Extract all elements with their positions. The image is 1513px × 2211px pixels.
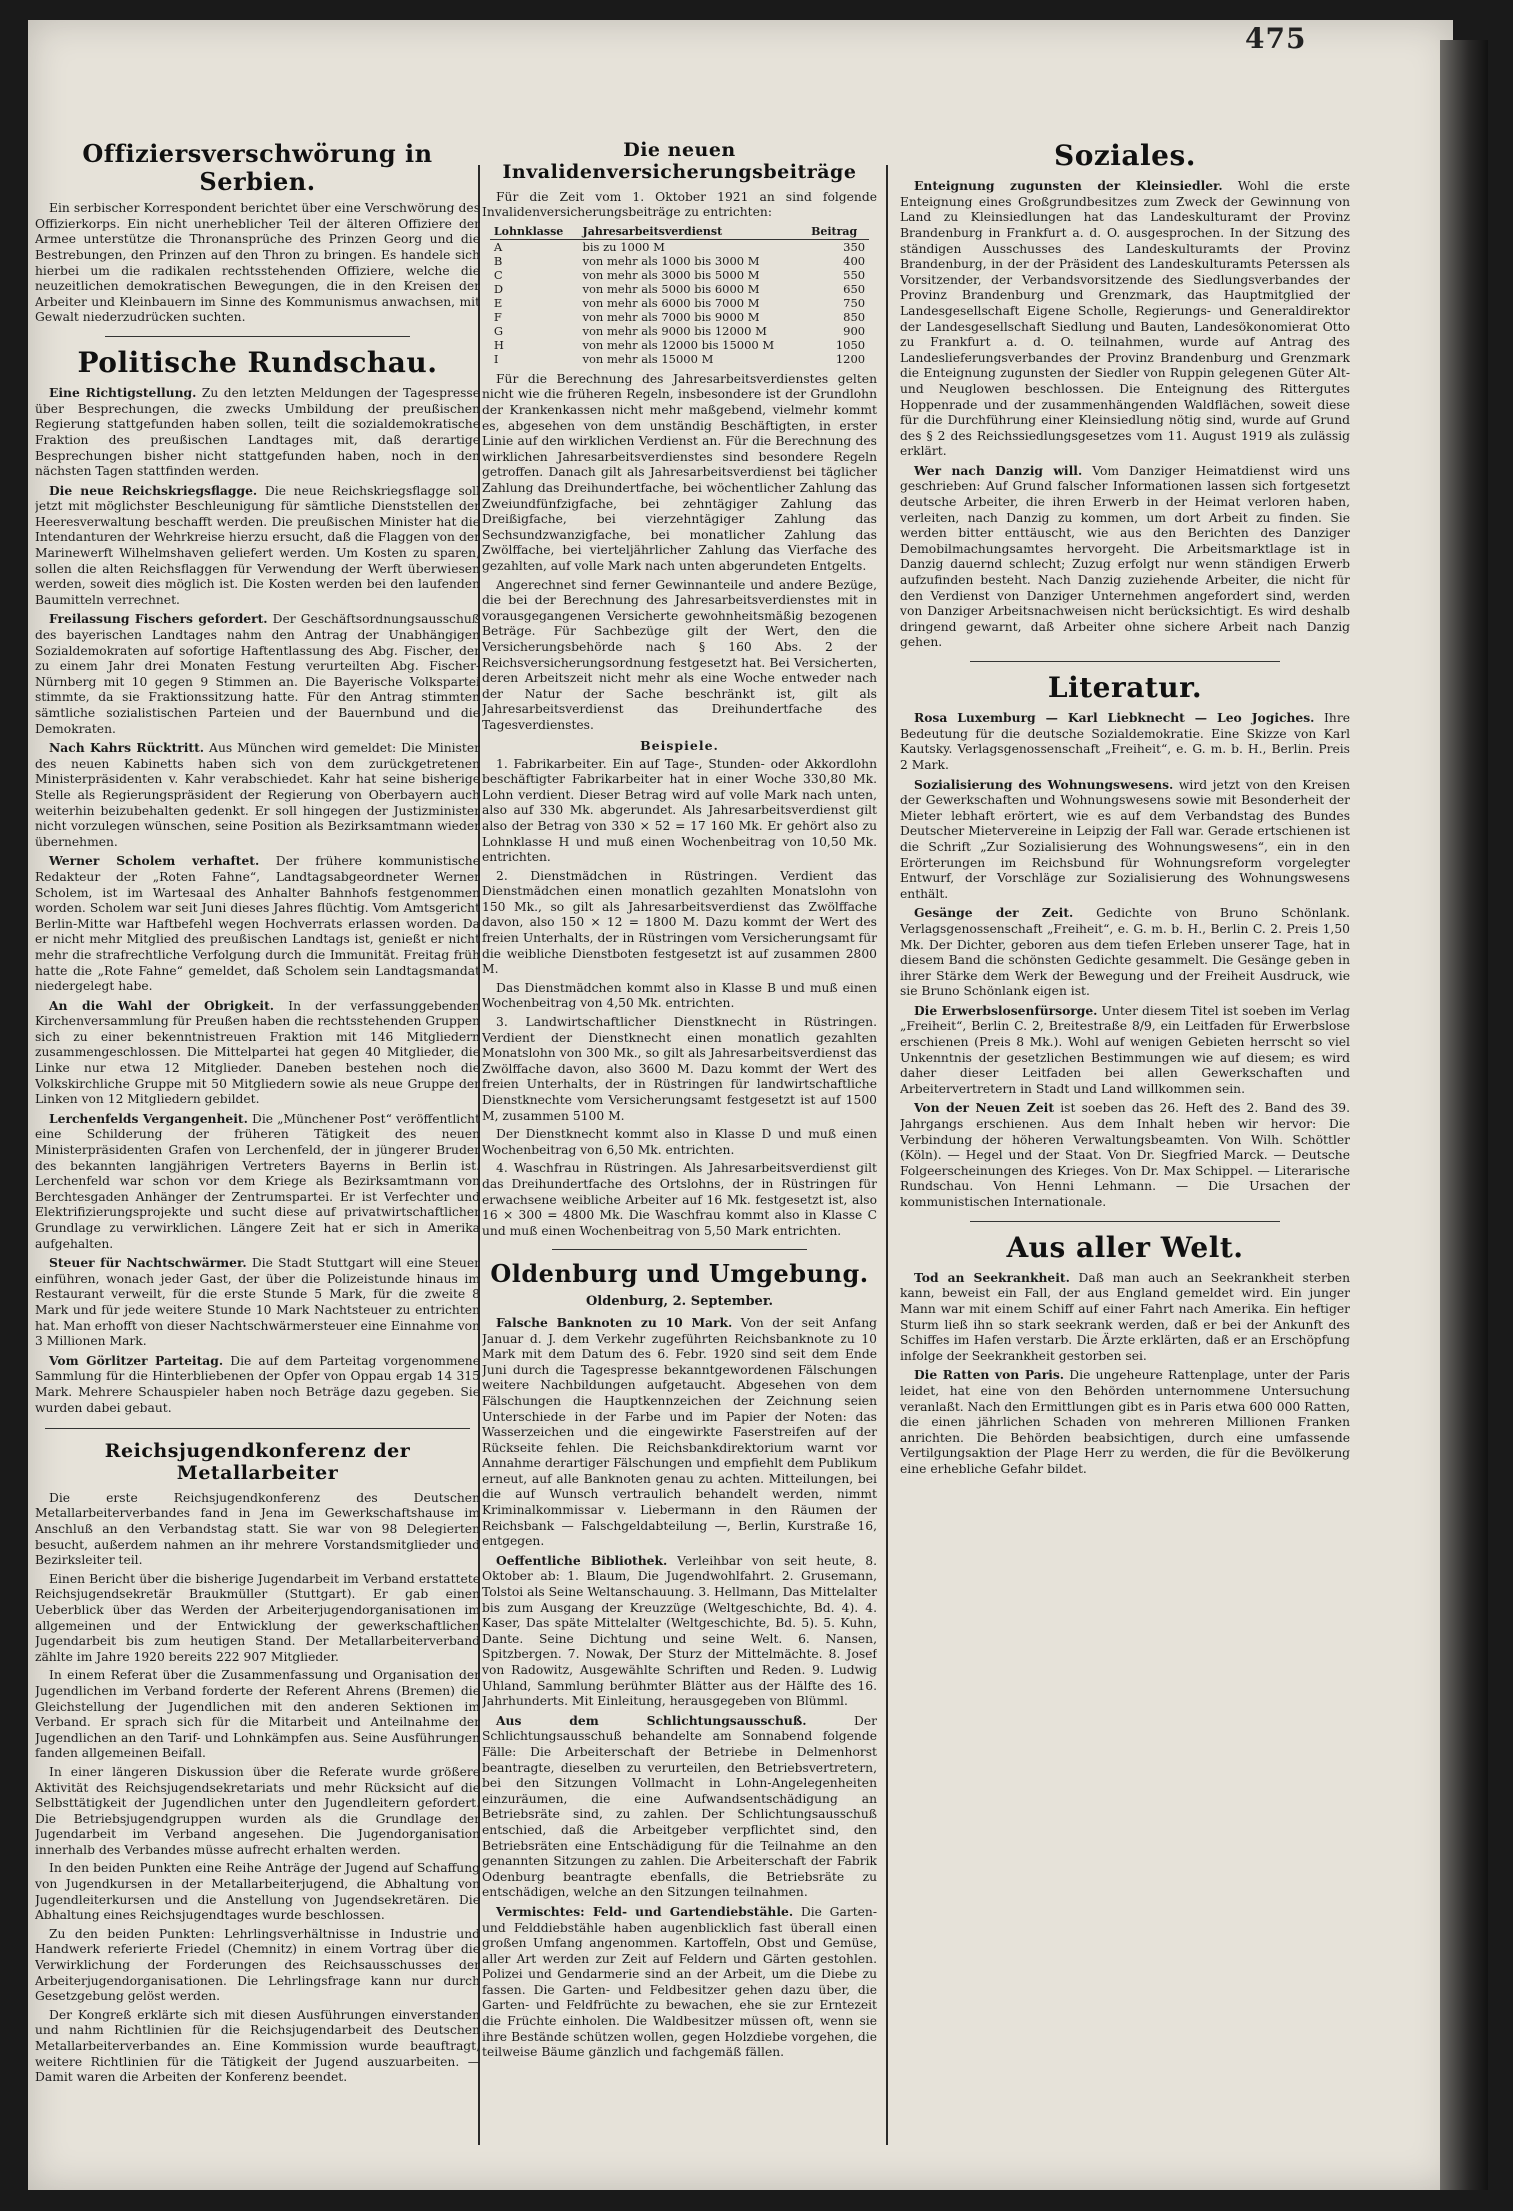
book-edge xyxy=(1440,40,1488,2190)
literature-item: Gesänge der Zeit. Gedichte von Bruno Schönlank. Verlagsgenossenschaft „Freiheit“, e. G. m. b. H., Berlin C. 2. Preis 1,50 Mk. Der Dichter, geboren aus dem tiefen Erleben unserer Tage, hat in diesem Band die schönsten Gedichte gesammelt. Die Gesänge geben in ihrer Stärke dem Werk der Bewegung und der Freiheit Ausdruck, wie sie Bruno Schönlank eigen ist. xyxy=(900,905,1350,999)
world-articles xyxy=(900,1270,1350,1478)
table-cell: H xyxy=(493,337,504,352)
news-item: Nach Kahrs Rücktritt. Aus München wird gemeldet: Die Minister des neuen Kabinetts haben sich von dem zurückgetretenen Ministerpräsidenten v. Kahr verabschiedet. Kahr hat seine bisherige Stelle als Regierungspräsident der Regierung von Oberbayern auch weiterhin beizubehalten gedenkt. Er soll hingegen der Justizminister nicht vorzulegen wünschen, seine Position als Bezirksamtmann wieder übernehmen. xyxy=(35,740,480,849)
table-cell: I xyxy=(493,351,499,366)
table-cell: von mehr als 15000 M xyxy=(582,351,714,366)
headline-world: Aus aller Welt. xyxy=(1006,1230,1244,1264)
divider xyxy=(45,1428,470,1429)
table-row xyxy=(490,268,869,282)
local-news-item: Oeffentliche Bibliothek. Verleihbar von seit heute, 8. Oktober ab: 1. Blaum, Die Jugendwohlfahrt. 2. Grusemann, Tolstoi als Seine Weltanschauung. 3. Hellmann, Das Mittelalter bis zum Ausgang der Kreuzzüge (Weltgeschichte, Bd. 4). 4. Kaser, Das späte Mittelalter (Weltgeschichte, Bd. 5). 5. Kuhn, Dante. Seine Dichtung und seine Welt. 6. Nansen, Spitzbergen. 7. Nowak, Der Sturz der Mittelmächte. 8. Josef von Radowitz, Ausgewählte Schriften und Reden. 9. Ludwig Uhland, Sammlung berühmter Blätter aus der Hälfte des 16. Jahrhunderts. Mit Einleitung, herausgegeben von Blümml. xyxy=(482,1552,877,1709)
table-row xyxy=(490,282,869,296)
political-review-articles xyxy=(35,385,480,1416)
world-item-lead: Tod an Seekrankheit. xyxy=(914,1269,1070,1285)
example-item: 2. Dienstmädchen in Rüstringen. Verdient das Dienstmädchen einen monatlich gezahlten Monatslohn von 150 Mk., so gilt als Jahresarbeitsverdienst das Zwölffache davon, also 150 × 12 = 1800 M. Dazu kommt der Wert des freien Unterhalts, der in Rüstringen vom Versicherungsamt für die weibliche Dienstboten festgesetzt ist auf zusammen 2800 M. xyxy=(482,868,877,977)
table-row xyxy=(490,296,869,310)
news-item-lead: Vom Görlitzer Parteitag. xyxy=(49,1352,224,1368)
news-item: Eine Richtigstellung. Zu den letzten Meldungen der Tagespresse über Besprechungen, die zwecks Umbildung der preußischen Regierung stattgefunden haben sollen, teilt die sozialdemokratische Fraktion des preußischen Landtages mit, daß derartige Besprechungen bisher nicht stattgefunden haben, noch in den nächsten Tagen stattfinden werden. xyxy=(35,385,480,479)
local-news-item: Falsche Banknoten zu 10 Mark. Von der seit Anfang Januar d. J. dem Verkehr zugeführten Reichsbanknote zu 10 Mark mit dem Datum des 6. Febr. 1920 sind seit dem Ende Juni durch die Tagespresse bekanntgewordenen Fälschungen weitere Nachbildungen aufgetaucht. Abgesehen von dem Fälschungen die Hauptkennzeichen der Zeichnung seien Unterschiede in der Farbe und im Papier der Noten: das Wasserzeichen und die eingewirkte Faserstreifen auf der Rückseite fehlen. Die Reichsbankdirektorium warnt vor Annahme derartiger Fälschungen und empfiehlt dem Publikum erneut, auf alle Banknoten genau zu achten. Mitteilungen, bei die auf Wunsch vertraulich behandelt werden, nimmt Kriminalkommissar v. Liebermann in den Räumen der Reichsbank — Falschgeldabteilung —, Berlin, Kurstraße 16, entgegen. xyxy=(482,1314,877,1549)
news-item: Werner Scholem verhaftet. Der frühere kommunistische Redakteur der „Roten Fahne“, Landtagsabgeordneter Werner Scholem, ist im Wartesaal des Anhalter Bahnhofs festgenommen worden. Scholem war seit Juni dieses Jahres flüchtig. Vom Amtsgericht Berlin-Mitte war Haftbefehl wegen Hochverrats erlassen worden. Da er nicht mehr Mitglied des preußischen Landtags ist, genießt er nicht mehr die strafrechtliche Verfolgung durch die Immunität. Freitag früh hatte die „Rote Fahne“ gemeldet, daß Scholem sein Landtagsmandat niedergelegt habe. xyxy=(35,853,480,994)
table-cell: 350 xyxy=(843,239,866,254)
column-2 xyxy=(482,140,877,2160)
table-row xyxy=(490,352,869,366)
divider xyxy=(970,661,1280,662)
world-item-lead: Die Ratten von Paris. xyxy=(914,1367,1065,1383)
column-1 xyxy=(35,140,480,2160)
table-cell: von mehr als 12000 bis 15000 M xyxy=(582,337,775,352)
social-item-lead: Enteignung zugunsten der Kleinsiedler. xyxy=(914,178,1223,194)
page-number: 475 xyxy=(1245,22,1307,55)
local-news xyxy=(482,1315,877,2061)
headline-social: Soziales. xyxy=(1053,140,1197,172)
local-news-item-lead: Vermischtes: Feld- und Gartendiebstähle. xyxy=(496,1903,794,1919)
headline-political-review: Politische Rundschau. xyxy=(77,345,438,379)
table-cell: von mehr als 6000 bis 7000 M xyxy=(582,295,760,310)
table-row xyxy=(490,310,869,324)
table-cell: 900 xyxy=(843,323,866,338)
literature-item-lead: Gesänge der Zeit. xyxy=(914,905,1074,921)
social-item: Wer nach Danzig will. Vom Danziger Heimatdienst wird uns geschrieben: Auf Grund falscher Informationen lassen sich fortgesetzt deutsche Arbeiter, die ihren Erwerb in der Heimat verloren haben, verleiten, nach Danzig zu kommen, um dort Arbeit zu finden. Sie werden bitter enttäuscht, wie aus den Berichten des Danziger Demobilmachungsamtes hervorgeht. Die Arbeitsmarktlage ist in Danzig dauernd schlecht; Zuzug erfolgt nur wenn ständigen Erwerb aufzufinden besteht. Nach Danzig zuziehende Arbeiter, die nicht für den Verdienst von Danziger Unternehmen angefordert sind, werden von Danziger Arbeitsnachweisen nicht berücksichtigt. Es wird deshalb dringend gewarnt, daß Arbeiter ohne sichere Arbeit nach Danzig gehen. xyxy=(900,462,1350,650)
table-cell: von mehr als 3000 bis 5000 M xyxy=(582,267,760,282)
local-news-item: Vermischtes: Feld- und Gartendiebstähle. Die Garten- und Felddiebstähle haben augenblicklich fast überall einen großen Umfang angenommen. Kartoffeln, Obst und Gemüse, aller Art werden zur Zeit auf Feldern und Gärten gestohlen. Polizei und Gendarmerie sind an der Arbeit, um die Diebe zu fassen. Die Garten- und Feldbesitzer gehen dazu über, die Garten- und Feldfrüchte zu bewachen, ehe sie zur Erntezeit die Früchte einholen. Die Waldbesitzer müssen oft, wenn sie ihre Bestände schützen wollen, gegen Holzdiebe vorgehen, die teilweise Bäume gänzlich und fachgemäß fällen. xyxy=(482,1903,877,2060)
social-articles xyxy=(900,178,1350,651)
table-header: Lohnklasse xyxy=(490,224,579,240)
social-item: Enteignung zugunsten der Kleinsiedler. Wohl die erste Enteignung eines Großgrundbesitzes zum Zweck der Gewinnung von Land zu Kleinsiedlungen hat das Landeskulturamt der Provinz Brandenburg in Frankfurt a. d. O. ausgesprochen. In der Sitzung des ständigen Ausschusses des Landeskulturamts der Provinz Brandenburg, in der der Präsident des Landeskulturamts Peterssen als Vorsitzender, der Verbandsvorsitzende des Siedlungsverbandes der Provinz Brandenburg und Grenzmark, das Hauptmitglied der Landesgesellschaft Eigene Scholle, Regierungs- und Generaldirektor der Landesgesellschaft Siedlung und Bauten, Landesökonomierat Otto zu Frankfurt a. d. O. teilnahmen, wurde auf Antrag des Landeslieferungsverbandes der Provinz Brandenburg und Grenzmark die Enteignung zugunsten der Siedler von Ruppin gelegenen Güter Alt- und Neuglowen beschlossen. Die Enteignung des Rittergutes Hoppenrade und der zusammenhängenden Waldflächen, soweit diese für die Durchführung einer Kleinsiedlung nötig sind, wurde auf Grund des § 2 des Reichssiedlungsgesetzes vom 11. August 1919 als zulässig erklärt. xyxy=(900,178,1350,459)
table-cell: D xyxy=(493,281,504,296)
literature-item-lead: Die Erwerbslosenfürsorge. xyxy=(914,1002,1098,1018)
example-item: 3. Landwirtschaftlicher Dienstknecht in Rüstringen. Verdient der Dienstknecht einen monatlich gezahlten Monatslohn von 300 Mk., so gilt als Jahresarbeitsverdienst das Zwölffache davon, also 3600 M. Dazu kommt der Wert des freien Unterhalts, der in Rüstringen für landwirtschaftliche Dienstknechte vom Versicherungsamt festgesetzt ist auf 1500 M, zusammen 5100 M. xyxy=(482,1015,877,1123)
world-item: Tod an Seekrankheit. Daß man auch an Seekrankheit sterben kann, beweist ein Fall, der aus England gemeldet wird. Ein junger Mann war mit einem Schiff auf einer Fahrt nach Amerika. Ein heftiger Sturm ließ ihn so stark seekrank werden, daß er bei der Ankunft des Schiffes im Hafen verstarb. Die Ärzte erklärten, daß er an Erschöpfung infolge der Seekrankheit gestorben sei. xyxy=(900,1269,1350,1363)
table-cell: von mehr als 5000 bis 6000 M xyxy=(582,281,760,296)
world-item: Die Ratten von Paris. Die ungeheure Rattenplage, unter der Paris leidet, hat eine von den Behörden unternommene Untersuchung veranlaßt. Nach den Ermittlungen gibt es in Paris etwa 600 000 Ratten, die einen jährlichen Schaden von mehreren Millionen Franken anrichten. Die Behörden beabsichtigen, durch eine umfassende Vertilgungsaktion der Plage Herr zu werden, die für die Bevölkerung eine erhebliche Gefahr bildet. xyxy=(900,1367,1350,1476)
literature-item: Sozialisierung des Wohnungswesens. wird jetzt von den Kreisen der Gewerkschaften und Wohnungswesens sowie mit Besonderheit der Mieter lebhaft erörtert, wie es auf dem Verbandstag des Bundes Deutscher Mietervereine in Leipzig der Fall war. Gerade ertschienen ist die Schrift „Zur Sozialisierung des Wohnungswesens“, ein in den Erörterungen im Reichsbund für Wohnungsreform vorgelegter Entwurf, der Vorschläge zur Sozialisierung des Wohnungswesens enthält. xyxy=(900,776,1350,901)
table-row xyxy=(490,239,869,254)
headline-literature: Literatur. xyxy=(1047,671,1203,704)
article-paragraph: Für die Berechnung des Jahresarbeitsverdienstes gelten nicht wie die früheren Regeln, insbesondere ist der Grundlohn der Krankenkassen nicht mehr maßgebend, vielmehr kommt es, abgesehen von dem unständig Beschäftigten, in erster Linie auf den wirklichen Verdienst an. Für die Berechnung des wirklichen Jahresarbeitsverdienstes sind besondere Regeln getroffen. Danach gilt als Jahresarbeitsverdienst bei täglicher Zahlung das Dreihundertfache, bei wöchentlicher Zahlung das Zweiundfünfzigfache, bei zehntägiger Zahlung das Dreißigfache, bei vierzehntägiger Zahlung das Sechsundzwanzigfache, bei monatlicher Zahlung das Zwölffache, bei vierteljährlicher Zahlung das Vierfache des gezahlten, auf volle Mark nach unten abgerundeten Entgelts. xyxy=(482,371,877,573)
news-item-lead: Lerchenfelds Vergangenheit. xyxy=(49,1110,248,1126)
table-cell: von mehr als 1000 bis 3000 M xyxy=(582,253,760,268)
officers-conspiracy-text: Ein serbischer Korrespondent berichtet über eine Verschwörung des Offizierkorps. Ein nicht unerheblicher Teil der älteren Offiziere der Armee unterstütze die Thronansprüche des Prinzen Georg und die Bestrebungen, den Prinzen auf den Thron zu bringen. Es handele sich hierbei um die radikalen rechtsstehenden Offiziere, welche die neuzeitlichen demokratischen Bewegungen, die in den Kreisen der Arbeiter und Kleinbauern im Sinne des Kommunismus anwachsen, mit Gewalt niederzudrücken suchten. xyxy=(35,201,480,325)
news-item: Freilassung Fischers gefordert. Der Geschäftsordnungsausschuß des bayerischen Landtages nahm den Antrag der Unabhängigen Sozialdemokraten auf sofortige Haftentlassung des Abg. Fischer, der zu einem Jahr drei Monaten Festung verurteilten Abg. Fischer-Nürnberg mit 10 gegen 9 Stimmen an. Die Bayerische Volkspartei stimmte, da sie Fraktionssitzung hatte. Für den Antrag stimmten sämtliche sozialistischen Parteien und der Bauernbund und die Demokraten. xyxy=(35,611,480,736)
news-item: Vom Görlitzer Parteitag. Die auf dem Parteitag vorgenommene Sammlung für die Hinterbliebenen der Opfer von Oppau ergab 14 315 Mark. Mehrere Schauspieler haben noch Beträge dazu gegeben. Sie wurden dabei gebaut. xyxy=(35,1352,480,1415)
table-cell: 1050 xyxy=(835,337,866,352)
examples-list xyxy=(482,757,877,1240)
article-paragraph: Einen Bericht über die bisherige Jugendarbeit im Verband erstattete Reichsjugendsekretär Braukmüller (Stuttgart). Er gab einen Ueberblick über das Werden der Arbeiterjugendorganisationen im allgemeinen und der Entwicklung der gewerkschaftlichen Jugendarbeit bis zum heutigen Stand. Der Metallarbeiterverband zählte im Jahre 1920 bereits 222 907 Mitglieder. xyxy=(35,1571,480,1664)
column-rule-2 xyxy=(886,165,888,2145)
table-cell: bis zu 1000 M xyxy=(582,239,665,254)
news-item: Steuer für Nachtschwärmer. Die Stadt Stuttgart will eine Steuer einführen, wonach jeder Gast, der über die Polizeistunde hinaus im Restaurant verweilt, für die erste Stunde 5 Mark, für die zweite 8 Mark und für jede weitere Stunde 10 Mark Nachtsteuer zu entrichten hat. Man erhofft von dieser Nachtschwärmersteuer eine Einnahme von 3 Millionen Mark. xyxy=(35,1255,480,1349)
local-news-item: Aus dem Schlichtungsausschuß. Der Schlichtungsausschuß behandelte am Sonnabend folgende Fälle: Die Arbeiterschaft der Betriebe in Delmenhorst beantragte, dieselben zu verurteilen, den Betriebsvertretern, bei den Sitzungen Vollmacht in Lohn-Angelegenheiten einzuräumen, die eine Aufwandsentschädigung an Betriebsräte sind, zu zahlen. Der Schlichtungsausschuß entschied, daß die Arbeitgeber verpflichtet sind, den Betriebsräten eine Entschädigung für die Teilnahme an den genannten Sitzungen zu zahlen. Die Arbeiterschaft der Fabrik Odenburg beantragte ebenfalls, die Betriebsräte zu entschädigen, welche an den Sitzungen teilnahmen. xyxy=(482,1712,877,1900)
table-cell: C xyxy=(493,267,503,282)
news-item-lead: Freilassung Fischers gefordert. xyxy=(49,611,268,627)
table-cell: 1200 xyxy=(835,351,866,366)
table-row xyxy=(490,324,869,338)
news-item: An die Wahl der Obrigkeit. In der verfassunggebenden Kirchenversammlung für Preußen haben die rechtsstehenden Gruppen sich zu einer bekenntnistreuen Fraktion mit 146 Mitgliedern zusammengeschlossen. Die Mittelpartei hat gegen 40 Mitglieder, die Linke nur etwa 12 Mitglieder. Daneben bestehen noch die Volkskirchliche Gruppe mit 50 Mitgliedern sowie als neue Gruppe der Linken von 12 Mitgliedern gebildet. xyxy=(35,997,480,1107)
local-news-item-lead: Falsche Banknoten zu 10 Mark. xyxy=(496,1314,733,1330)
divider xyxy=(105,336,410,337)
table-cell: E xyxy=(493,295,503,310)
news-item: Lerchenfelds Vergangenheit. Die „Münchener Post“ veröffentlicht eine Schilderung der früheren Tätigkeit des neuen Ministerpräsidenten Grafen von Lerchenfeld, der in jüngerer Bruder des bekannten langjährigen Vertreters Bayerns in Berlin ist. Lerchenfeld war schon vor dem Kriege als Bezirksamtmann von Berchtesgaden Anhänger der Zentrumspartei. Er ist Verfechter und Elektrifizierungsprojekte und sucht diese auf privatwirtschaftlicher Grundlage zu verwirklichen. Längere Zeit hat er sich in Amerika aufgehalten. xyxy=(35,1110,480,1251)
insurance-intro: Für die Zeit vom 1. Oktober 1921 an sind folgende Invalidenversicherungsbeiträge zu entrichten: xyxy=(482,189,877,220)
dateline: Oldenburg, 2. September. xyxy=(585,1293,774,1309)
literature-item-lead: Von der Neuen Zeit xyxy=(914,1100,1055,1116)
column-3 xyxy=(900,140,1350,2160)
literature-item: Die Erwerbslosenfürsorge. Unter diesem Titel ist soeben im Verlag „Freiheit“, Berlin C. 2, Breitestraße 8/9, ein Leitfaden für Erwerbslose erschienen (Preis 8 Mk.). Wohl auf wenigen Gebieten herrscht so viel Unkenntnis der gesetzlichen Bestimmungen wie auf diesem; es wird daher dieser Leitfaden bei allen Gewerkschaften und Arbeitervertretern in Stadt und Land willkommen sein. xyxy=(900,1002,1350,1096)
article-paragraph: Angerechnet sind ferner Gewinnanteile und andere Bezüge, die bei der Berechnung des Jahresarbeitsverdienstes mit in vorausgegangenen Versicherte gewohnheitsmäßig bezogenen Beträge. Für Sachbezüge gilt der Wert, den die Versicherungsbehörde nach § 160 Abs. 2 der Reichsversicherungsordnung festgesetzt hat. Bei Versicherten, deren Arbeitszeit nicht mehr als eine Woche entweder nach der Natur der Sache beschränkt ist, gilt als Jahresarbeitsverdienst das Dreihundertfache des Tagesverdienstes. xyxy=(482,577,877,732)
table-cell: B xyxy=(493,253,503,268)
example-item: 4. Waschfrau in Rüstringen. Als Jahresarbeitsverdienst gilt das Dreihundertfache des Ortslohns, der in Rüstringen für erwachsene weibliche Arbeiter auf 16 Mk. festgesetzt ist, also 16 × 300 = 4800 Mk. Die Waschfrau kommt also in Klasse C und muß einen Wochenbeitrag von 5,50 Mark entrichten. xyxy=(482,1161,877,1238)
social-item-lead: Wer nach Danzig will. xyxy=(914,462,1083,478)
insurance-rules xyxy=(482,372,877,734)
table-cell: G xyxy=(493,323,504,338)
article-paragraph: Der Kongreß erklärte sich mit diesen Ausführungen einverstanden und nahm Richtlinien für die Reichsjugendarbeit des Deutschen Metallarbeiterverbandes an. Eine Kommission wurde beauftragt, weitere Richtlinien für die Tätigkeit der Jugend auszuarbeiten. — Damit waren die Arbeiten der Konferenz beendet. xyxy=(35,2007,480,2085)
news-item-lead: Die neue Reichskriegsflagge. xyxy=(49,482,258,498)
examples-heading: Beispiele. xyxy=(640,737,719,753)
table-cell: 750 xyxy=(843,295,866,310)
news-item-lead: Eine Richtigstellung. xyxy=(49,385,197,401)
divider xyxy=(970,1221,1280,1222)
table-header: Jahresarbeitsverdienst xyxy=(578,224,807,240)
headline-youth-conference: Reichsjugendkonferenz der Metallarbeiter xyxy=(104,1440,411,1484)
table-row xyxy=(490,338,869,352)
example-item: 1. Fabrikarbeiter. Ein auf Tage-, Stunden- oder Akkordlohn beschäftigter Fabrikarbeiter hat in einer Woche 330,80 Mk. Lohn verdient. Dieser Betrag wird auf volle Mark nach unten, also auf 330 Mk. abgerundet. Als Jahresarbeitsverdienst gilt also der Betrag von 330 × 52 = 17 160 Mk. Er gehört also zu Lohnklasse H und muß einen Wochenbeitrag von 10,50 Mk. entrichten. xyxy=(482,756,877,865)
literature-item-lead: Rosa Luxemburg — Karl Liebknecht — Leo Jogiches. xyxy=(914,710,1315,726)
table-cell: 400 xyxy=(843,253,866,268)
news-item-lead: Steuer für Nachtschwärmer. xyxy=(49,1255,247,1271)
divider xyxy=(552,1249,807,1250)
example-item: Der Dienstknecht kommt also in Klasse D und muß einen Wochenbeitrag von 6,50 Mk. entrichten. xyxy=(482,1127,877,1157)
table-cell: 850 xyxy=(843,309,866,324)
table-cell: 650 xyxy=(843,281,866,296)
contribution-table xyxy=(490,224,869,366)
article-paragraph: In den beiden Punkten eine Reihe Anträge der Jugend auf Schaffung von Jugendkursen in der Metallarbeiterjugend, die Abhaltung von Jugendleiterkursen und die Anstellung von Jugendsekretären. Die Abhaltung eines Reichsjugendtages wurde beschlossen. xyxy=(35,1861,480,1923)
literature-item-lead: Sozialisierung des Wohnungswesens. xyxy=(914,776,1174,792)
literature-item: Rosa Luxemburg — Karl Liebknecht — Leo Jogiches. Ihre Bedeutung für die deutsche Sozialdemokratie. Eine Skizze von Karl Kautsky. Verlagsgenossenschaft „Freiheit“, e. G. m. b. H., Berlin. Preis 2 Mark. xyxy=(900,710,1350,772)
news-item-lead: An die Wahl der Obrigkeit. xyxy=(49,997,275,1013)
news-item-lead: Werner Scholem verhaftet. xyxy=(49,853,260,869)
article-paragraph: In einer längeren Diskussion über die Referate wurde größere Aktivität des Reichsjugendsekretariats und mehr Rücksicht auf die Selbsttätigkeit der Jugendlichen unter den Jugendleitern gefordert. Die Betriebsjugendgruppen wurden als die Grundlage der Jugendarbeit im Verband angesehen. Die Jugendorganisation innerhalb des Verbandes müsse aufrecht erhalten werden. xyxy=(35,1764,480,1857)
table-header: Beitrag xyxy=(807,224,869,240)
news-item-lead: Nach Kahrs Rücktritt. xyxy=(49,740,205,756)
headline-insurance-contributions: Die neuen Invalidenversicherungsbeiträge xyxy=(502,140,857,183)
table-cell: F xyxy=(493,309,502,324)
literature-item: Von der Neuen Zeit ist soeben das 26. Heft des 2. Band des 39. Jahrgangs erschienen. Aus dem Inhalt heben wir hervor: Die Verbindung der höheren Verwaltungsbeamten. Von Wilh. Schöttler (Köln). — Hegel und der Staat. Von Dr. Siegfried Marck. — Deutsche Folgeerscheinungen des Krieges. Von Dr. Max Schippel. — Literarische Rundschau. Von Henni Lehmann. — Die Ursachen der kommunistischen Internationale. xyxy=(900,1100,1350,1209)
table-row xyxy=(490,254,869,268)
news-item: Die neue Reichskriegsflagge. Die neue Reichskriegsflagge soll jetzt mit möglichster Beschleunigung für sämtliche Dienststellen der Heeresverwaltung beschafft werden. Die preußischen Minister hat die Intendanturen der Wehrkreise hierzu ersucht, daß die Flaggen von der Marinewerft Wilhelmshaven geliefert werden. Um Kosten zu sparen, sollen die alten Reichsflaggen für Verwendung der Werft überwiesen werden, soweit dies möglich ist. Die Kosten werden bei den laufenden Baumitteln verrechnet. xyxy=(35,482,480,607)
table-cell: A xyxy=(493,239,503,254)
local-news-item-lead: Oeffentliche Bibliothek. xyxy=(496,1552,668,1568)
headline-officers-conspiracy: Offiziersverschwörung in Serbien. xyxy=(82,140,433,196)
local-news-item-lead: Aus dem Schlichtungsausschuß. xyxy=(496,1712,807,1728)
table-cell: 550 xyxy=(843,267,866,282)
article-paragraph: In einem Referat über die Zusammenfassung und Organisation der Jugendlichen im Verband forderte der Referent Ahrens (Bremen) die Gleichstellung der Jugendlichen mit den anderen Sektionen im Verband. Er sprach sich für die Mitarbeit und Anteilnahme der Jugendlichen an den Tarif- und Lohnkämpfen aus. Seine Ausführungen fanden allgemeinen Beifall. xyxy=(35,1668,480,1761)
article-paragraph: Die erste Reichsjugendkonferenz des Deutschen Metallarbeiterverbandes fand in Jena im Gewerkschaftshause im Anschluß an den Verbandstag statt. Sie war von 98 Delegierten besucht, außerdem nahmen an ihr mehrere Vorstandsmitglieder und Bezirksleiter teil. xyxy=(35,1490,480,1568)
youth-conference-article xyxy=(35,1491,480,2086)
headline-oldenburg: Oldenburg und Umgebung. xyxy=(490,1259,869,1289)
table-cell: von mehr als 9000 bis 12000 M xyxy=(582,323,767,338)
table-cell: von mehr als 7000 bis 9000 M xyxy=(582,309,760,324)
article-paragraph: Zu den beiden Punkten: Lehrlingsverhältnisse in Industrie und Handwerk referierte Friedel (Chemnitz) in einem Vortrag über die Verwirklichung der Forderungen des Reichsausschusses der Arbeiterjugendorganisationen. Die Lehrlingsfrage kann nur durch Gesetzgebung gelöst werden. xyxy=(35,1926,480,2004)
example-item: Das Dienstmädchen kommt also in Klasse B und muß einen Wochenbeitrag von 4,50 Mk. entrichten. xyxy=(482,980,877,1011)
literature-articles xyxy=(900,710,1350,1210)
